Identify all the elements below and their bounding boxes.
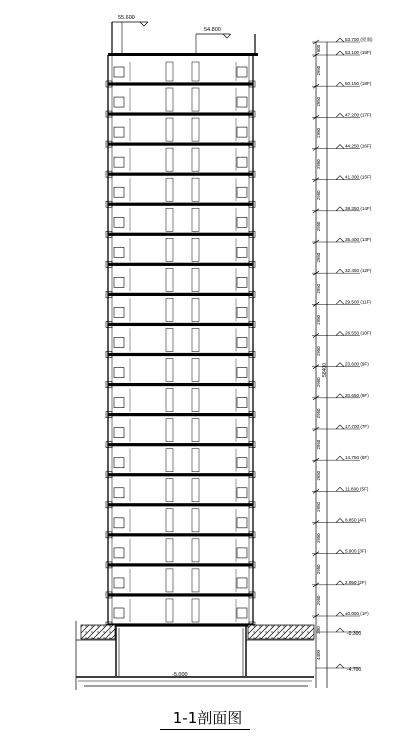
storey-openings — [114, 178, 247, 201]
storey-dim: 2950 — [316, 159, 321, 169]
level-label: 5.900 (3F) — [345, 548, 367, 554]
level-mark — [312, 424, 369, 429]
roof-slab — [108, 53, 258, 56]
storey-openings — [114, 238, 247, 261]
level-label: 44.250 (16F) — [345, 143, 372, 149]
floor-slab — [106, 562, 255, 568]
storey-openings — [114, 88, 247, 111]
level-label: 2.950 (2F) — [345, 579, 367, 585]
storey-openings — [114, 268, 247, 291]
floor-slab — [106, 201, 255, 207]
level-label: 17.700 (7F) — [345, 424, 369, 429]
level-label: 26.550 (10F) — [345, 330, 372, 336]
storey-dim: 2950 — [316, 470, 321, 481]
building-section — [106, 22, 258, 628]
storey-openings — [114, 389, 247, 412]
level-mark — [312, 518, 367, 523]
floor-slab — [106, 261, 255, 267]
floor-slab — [106, 382, 255, 388]
lower-level-marks — [316, 626, 361, 673]
level-mark — [312, 611, 369, 616]
floor-slab — [106, 472, 255, 478]
storey-dim: 2950 — [316, 65, 321, 76]
storey-openings — [114, 148, 247, 171]
floor-slab — [106, 231, 255, 237]
level-label: 11.800 (5F) — [345, 486, 369, 492]
level-mark — [312, 206, 372, 211]
level-mark — [312, 455, 369, 460]
storey-dim: 2950 — [316, 221, 321, 232]
storey-openings — [114, 62, 247, 81]
level-label: 50.150 (18F) — [345, 81, 372, 87]
storey-dim: 2950 — [316, 252, 321, 263]
earth-hatch-left — [81, 625, 115, 639]
storey-dim: 2950 — [316, 96, 321, 107]
level-mark — [312, 299, 371, 304]
level-mark — [312, 144, 372, 149]
level-label: 53.700 (屋面) — [345, 37, 373, 42]
floor-slab — [106, 141, 255, 147]
level-label: 38.350 (14F) — [345, 205, 372, 211]
level-mark — [312, 486, 369, 491]
storey-dim: 2950 — [316, 502, 321, 512]
vertical-dimension-chain — [313, 40, 328, 688]
level-label: ±0.000 (1F) — [345, 611, 369, 616]
storey-dim: 2950 — [316, 283, 321, 294]
drawing-title: 1-1剖面图 — [172, 709, 243, 727]
storey-openings — [114, 509, 247, 532]
storey-openings — [114, 539, 247, 562]
level-mark — [312, 112, 372, 117]
storey-openings — [114, 359, 247, 382]
level-label: 23.600 (9F) — [345, 361, 369, 367]
level-mark — [312, 362, 369, 367]
ground-dim: 300 — [316, 626, 321, 634]
level-label: 32.450 (12F) — [345, 268, 372, 274]
level-label: 35.400 (13F) — [345, 237, 372, 242]
level-label: 14.750 (6F) — [345, 455, 369, 461]
storey-dim: 2950 — [316, 128, 321, 138]
parapet-left-level: 55.600 — [118, 15, 135, 21]
floor-slab — [106, 352, 255, 358]
level-label: 20.650 (8F) — [345, 392, 369, 398]
floor-slab — [106, 412, 255, 418]
storey-openings — [114, 449, 247, 472]
floor-slab — [106, 502, 255, 508]
level-mark — [312, 549, 367, 554]
level-mark — [312, 331, 372, 336]
level-mark — [312, 237, 372, 242]
level-label: 8.850 (4F) — [345, 517, 367, 523]
floor-slab — [106, 321, 255, 327]
storey-openings — [114, 118, 247, 141]
storey-dim: 2950 — [316, 315, 321, 325]
floor-slab — [106, 592, 255, 598]
floor-slab — [106, 291, 255, 297]
floor-slab — [106, 171, 255, 177]
level-mark — [312, 81, 372, 86]
storey-openings — [114, 298, 247, 321]
level-mark — [312, 268, 372, 273]
storey-dim: 2950 — [316, 439, 321, 450]
floor-slab — [106, 111, 255, 117]
earth-hatch-right — [248, 625, 314, 639]
storey-dim: 2950 — [316, 595, 321, 606]
storey-dim: 2950 — [316, 408, 321, 419]
title-underline — [160, 729, 250, 730]
storey-openings — [114, 208, 247, 231]
parapet-right-level: 54.800 — [204, 27, 221, 33]
storey-dim: 2950 — [316, 346, 321, 356]
level-mark — [312, 36, 373, 43]
level-marks — [312, 36, 373, 616]
storey-dim: 2950 — [316, 190, 321, 201]
storey-dim: 600 — [316, 44, 321, 53]
floor-slab — [106, 532, 255, 538]
basement-dim: 4400 — [316, 649, 321, 661]
storey-openings — [114, 599, 247, 622]
storey-openings — [114, 328, 247, 351]
total-height-dim: 58400 — [322, 363, 328, 377]
storey-openings — [114, 419, 247, 442]
level-mark — [312, 580, 367, 585]
level-minus-0300: -0.300 — [347, 631, 362, 637]
level-label: 29.500 (11F) — [345, 299, 371, 305]
basement-level: -5.000 — [172, 672, 188, 678]
parapet-level-marks — [112, 15, 231, 38]
storey-dim: 2950 — [316, 533, 321, 543]
storey-openings — [114, 479, 247, 502]
level-label: 41.300 (15F) — [345, 174, 372, 180]
storey-dim: 2950 — [316, 377, 321, 388]
level-label: 53.100 (19F) — [345, 50, 372, 55]
level-label: 47.200 (17F) — [345, 112, 372, 118]
storey-openings — [114, 569, 247, 592]
floor-slab — [106, 442, 255, 448]
level-mark — [312, 393, 369, 398]
storey-dim: 2950 — [316, 564, 321, 575]
floor-slab — [106, 81, 255, 87]
level-mark — [312, 175, 372, 180]
basement — [76, 621, 314, 690]
level-minus-4700: -4.700 — [347, 667, 362, 673]
